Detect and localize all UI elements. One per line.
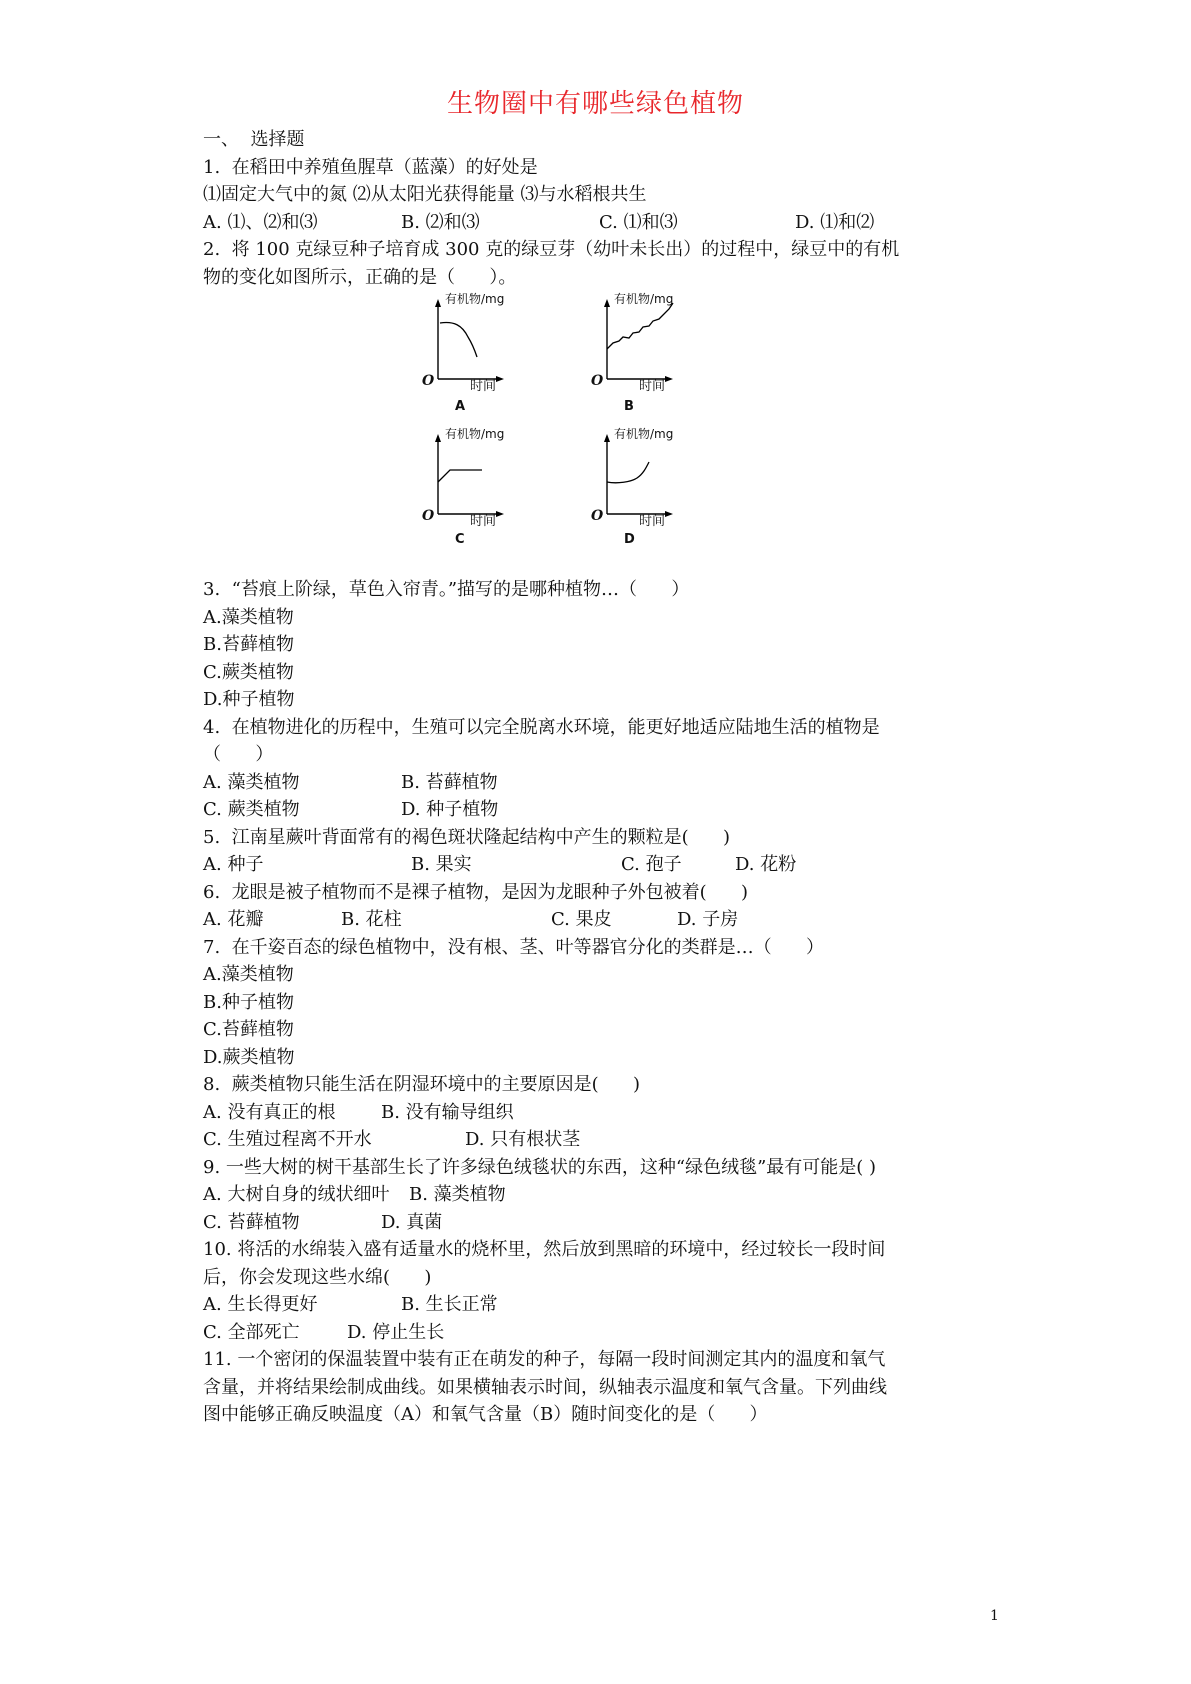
option: C.苔藓植物 (203, 1019, 294, 1040)
option: D. 子房 (677, 909, 739, 930)
graph-letter: B (624, 399, 634, 414)
option: A.藻类植物 (203, 964, 294, 985)
graph-b-axes (597, 297, 767, 429)
q8-options-row2 (203, 1126, 1003, 1154)
q8-stem: 8. 蕨类植物只能生活在阴湿环境中的主要原因是( ) (203, 1074, 640, 1095)
option: B. 藻类植物 (409, 1184, 506, 1205)
q10-stem-line2: 后，你会发现这些水绵( ) (203, 1266, 432, 1288)
option: A. 生长得更好 (203, 1294, 318, 1315)
origin-label: O (422, 508, 435, 524)
q2-graph-set (203, 291, 1003, 576)
option: B.种子植物 (203, 991, 294, 1013)
option: A. 大树自身的绒状细叶 (203, 1184, 390, 1205)
option: A. ⑴、⑵和⑶ (203, 211, 318, 233)
option: C.蕨类植物 (203, 661, 294, 683)
q4-stem-line1: 4. 在植物进化的历程中，生殖可以完全脱离水环境，能更好地适应陆地生活的植物是 (203, 716, 880, 738)
option: A. 藻类植物 (203, 771, 300, 793)
option: D. ⑴和⑵ (795, 211, 875, 233)
graph-letter: D (624, 532, 635, 547)
graph-a (422, 292, 598, 429)
origin-label: O (591, 373, 604, 389)
q11-line2: 含量，并将结果绘制成曲线。如果横轴表示时间，纵轴表示温度和氧气含量。下列曲线 (203, 1376, 887, 1398)
q5-stem: 5. 江南星蕨叶背面常有的褐色斑状隆起结构中产生的颗粒是( ) (203, 826, 730, 848)
origin-label: O (591, 508, 604, 524)
option: D. 真菌 (381, 1211, 443, 1233)
x-axis-label: 时间 (470, 379, 497, 394)
q9-stem: 9. 一些大树的树干基部生长了许多绿色绒毯状的东西，这种“绿色绒毯”最有可能是( ) (203, 1156, 877, 1178)
option: B. 生长正常 (401, 1294, 498, 1315)
graph-d-axes (597, 432, 767, 564)
graph-c-curve (438, 470, 482, 482)
option: B. 没有输导组织 (381, 1101, 514, 1123)
y-axis-label: 有机物/mg (445, 292, 505, 306)
option: C. 孢子 (621, 854, 682, 875)
q4-options-row1 (203, 769, 1003, 797)
q9-options-row1 (203, 1181, 1003, 1209)
graph-c-axes (428, 432, 598, 564)
option: A. 花瓣 (203, 909, 264, 930)
q11-line1: 11. 一个密闭的保温装置中装有正在萌发的种子，每隔一段时间测定其内的温度和氧气 (203, 1349, 886, 1370)
page-title: 生物圈中有哪些绿色植物 (446, 89, 744, 119)
q5-options (203, 851, 1003, 879)
graph-b-curve (607, 303, 673, 349)
option: C. 苔藓植物 (203, 1211, 300, 1233)
q11-line3: 图中能够正确反映温度（A）和氧气含量（B）随时间变化的是（ ） (203, 1404, 768, 1425)
option: C. 全部死亡 (203, 1321, 300, 1343)
option: A. 种子 (203, 854, 264, 875)
option: D. 种子植物 (401, 799, 499, 820)
q1-items: ⑴固定大气中的氮 ⑵从太阳光获得能量 ⑶与水稻根共生 (203, 184, 647, 205)
question-list (203, 126, 1003, 1429)
option: C. 果皮 (551, 909, 612, 930)
q10-stem-line1: 10. 将活的水绵装入盛有适量水的烧杯里，然后放到黑暗的环境中，经过较长一段时间 (203, 1239, 886, 1260)
graph-c (422, 427, 598, 564)
q2-stem-line1: 2. 将 100 克绿豆种子培育成 300 克的绿豆芽（幼叶未长出）的过程中，绿豆中的有机 (203, 239, 900, 260)
option: D. 只有根状茎 (465, 1129, 581, 1150)
option: B. 苔藓植物 (401, 771, 498, 793)
q1-options (203, 209, 1003, 237)
option: D. 停止生长 (347, 1321, 445, 1343)
q6-options (203, 906, 1003, 934)
graph-a-curve (440, 323, 477, 357)
option: C. ⑴和⑶ (599, 211, 678, 233)
graph-b (591, 292, 767, 429)
q10-options-row1 (203, 1291, 1003, 1319)
graph-d (591, 427, 767, 564)
option: D.种子植物 (203, 689, 295, 710)
graph-letter: A (455, 399, 466, 414)
option: B. 花柱 (341, 909, 402, 930)
x-axis-label: 时间 (470, 514, 497, 529)
page-number: 1 (990, 1608, 999, 1624)
x-axis-label: 时间 (639, 379, 666, 394)
x-axis-label: 时间 (639, 514, 666, 529)
option: D.蕨类植物 (203, 1046, 295, 1068)
q6-stem: 6. 龙眼是被子植物而不是裸子植物，是因为龙眼种子外包被着( ) (203, 881, 748, 903)
origin-label: O (422, 373, 435, 389)
q8-options-row1 (203, 1099, 1003, 1127)
option: B. 果实 (411, 854, 472, 875)
option: A. 没有真正的根 (203, 1101, 336, 1123)
graph-letter: C (455, 532, 465, 547)
section-heading: 一、 选择题 (203, 129, 305, 150)
y-axis-label: 有机物/mg (614, 427, 674, 441)
graph-a-axes (428, 297, 598, 429)
option: C. 蕨类植物 (203, 799, 300, 820)
q1-stem: 1. 在稻田中养殖鱼腥草（蓝藻）的好处是 (203, 156, 538, 178)
q2-stem-line2: 物的变化如图所示，正确的是（ ）。 (203, 266, 517, 288)
option: D. 花粉 (735, 854, 797, 875)
graph-d-curve (607, 462, 649, 483)
q4-options-row2 (203, 796, 1003, 824)
option: B.苔藓植物 (203, 634, 294, 655)
y-axis-label: 有机物/mg (614, 292, 674, 306)
option: A.藻类植物 (203, 606, 294, 628)
y-axis-label: 有机物/mg (445, 427, 505, 441)
q7-stem: 7. 在千姿百态的绿色植物中，没有根、茎、叶等器官分化的类群是…（ ） (203, 936, 824, 958)
option: B. ⑵和⑶ (401, 211, 480, 233)
q3-stem: 3. “苔痕上阶绿，草色入帘青。”描写的是哪种植物…（ ） (203, 579, 690, 600)
q4-stem-line2: （ ） (203, 744, 274, 765)
q9-options-row2 (203, 1209, 1003, 1237)
option: C. 生殖过程离不开水 (203, 1129, 372, 1150)
q10-options-row2 (203, 1319, 1003, 1347)
